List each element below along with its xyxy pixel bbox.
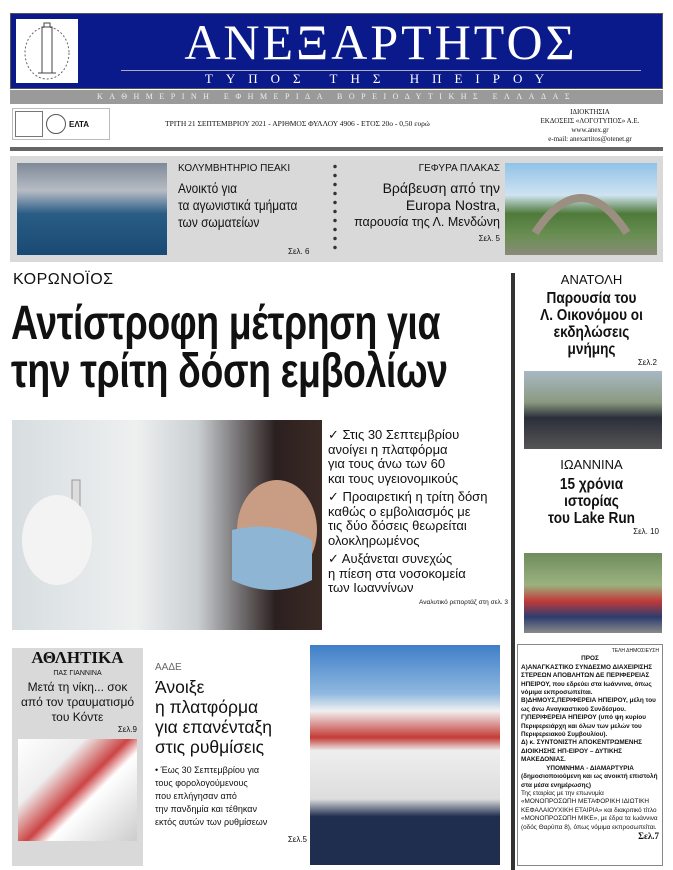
story-title: Μετά τη νίκη... σοκ από τον τραυματισμό του Κόντε bbox=[20, 680, 135, 724]
church-logo bbox=[16, 19, 78, 83]
teaser-pool[interactable] bbox=[178, 163, 338, 256]
owner-label: ΙΔΙΟΚΤΗΣΙΑ bbox=[570, 108, 610, 116]
notice-paragraph: Β)ΔΗΜΟΥΣ,ΠΕΡΙΦΕΡΕΙΑ ΗΠΕΙΡΟΥ, μέλη του ως άνω Αναγκαστικού Συνδέσμου. bbox=[521, 697, 656, 713]
teaser-kicker: ΓΕΦΥΡΑ ΠΛΑΚΑΣ bbox=[418, 163, 500, 174]
right-story-1[interactable] bbox=[518, 272, 665, 368]
story-kicker: ΙΩΑΝΝΙΝΑ bbox=[560, 457, 623, 472]
right-story-2[interactable] bbox=[518, 457, 665, 537]
notice-paragraph: Δ) κ. ΣΥΝΤΟΝΙΣΤΗ ΑΠΟΚΕΝΤΡΩΜΕΝΗΣ ΔΙΟΙΚΗΣΗΣ ΗΠ-ΕΙΡΟΥ – ΔΥΤΙΚΗΣ ΜΑΚΕΔΟΝΙΑΣ. bbox=[521, 739, 643, 764]
newspaper-subtitle: ΤΥΠΟΣ ΤΗΣ ΗΠΕΙΡΟΥ bbox=[204, 71, 558, 86]
divider bbox=[10, 147, 663, 151]
notice-memo: ΥΠΟΜΝΗΜΑ - ΔΙΑΜΑΡΤΥΡΙΑ bbox=[546, 764, 634, 772]
vaccine-photo bbox=[12, 420, 322, 630]
notice-paragraph: Της εταιρίας με την επωνυμία «ΜΟΝΟΠΡΟΣΩΠΗ ΜΕΤΑΦΟΡΙΚΗ ΙΔΙΩΤΙΚΗ ΚΕΦΑΛΑΙΟΥΧΙΚΗ ΕΤΑΙΡΙΑ» και διακριτικό τίτλο «ΜΟΝΟΠΡΟΣΩΠΗ ΜΙΚΕ», με έδρα τα Ιωάννινα (οδός Θαρύπα 8), όπως νόμιμα εκπροσωπείται. bbox=[521, 789, 658, 831]
lead-bullets bbox=[328, 428, 508, 606]
dotted-divider bbox=[333, 162, 337, 254]
story-title: 15 χρόνια ιστορίας του Lake Run bbox=[548, 476, 635, 527]
notice-paragraph: (δημοσιοποιούμενη και ως ανοικτή επιστολή στα μέσα ενημέρωσης) bbox=[521, 773, 658, 789]
story-body: • Έως 30 Σεπτεμβρίου για τους φορολογούμενους που επλήγησαν από την πανδημία και τέθηκαν εκτός αυτών των ρυθμίσεων bbox=[155, 765, 268, 827]
story-kicker: ΑΑΔΕ bbox=[155, 662, 182, 673]
sports-box[interactable] bbox=[12, 648, 143, 866]
pool-photo bbox=[17, 163, 167, 255]
page-ref: Σελ.2 bbox=[637, 358, 657, 367]
bullet-3: ✓ Αυξάνεται συνεχώς η πίεση στα νοσοκομεία των Ιωαννίνων bbox=[328, 551, 466, 595]
notice-label: ΤΕΛΗ ΔΗΜΟΣΙΕΥΣΗ bbox=[611, 648, 659, 654]
story-title: Άνοιξε η πλατφόρμα για επανένταξη στις ρυθμίσεις bbox=[155, 677, 273, 757]
column-divider bbox=[511, 273, 515, 870]
teaser-title: Ανοικτό για τα αγωνιστικά τμήματα των σωματείων bbox=[178, 180, 298, 230]
bridge-photo bbox=[505, 163, 657, 255]
teaser-kicker: ΚΟΛΥΜΒΗΤΗΡΙΟ ΠΕΑΚΙ bbox=[178, 163, 291, 174]
page-ref: Σελ.7 bbox=[638, 830, 659, 841]
tagline: ΚΑΘΗΜΕΡΙΝΗ ΕΦΗΜΕΡΙΔΑ ΒΟΡΕΙΟΔΥΤΙΚΗΣ ΕΛΛΑΔΑΣ bbox=[10, 90, 663, 104]
teaser-bridge[interactable] bbox=[350, 163, 500, 244]
page-ref: Σελ. 5 bbox=[478, 234, 500, 243]
story-title: Παρουσία του Λ. Οικονόμου οι εκδηλώσεις μνήμης bbox=[540, 290, 643, 358]
page-ref: Σελ.5 bbox=[287, 835, 307, 844]
story-kicker: ΑΝΑΤΟΛΗ bbox=[560, 272, 623, 287]
legal-notice bbox=[517, 644, 663, 866]
seal-icon bbox=[46, 114, 66, 134]
page-ref: Σελ.9 bbox=[117, 725, 137, 734]
email-link[interactable]: e-mail: anexartitos@otenet.gr bbox=[548, 135, 632, 143]
lead-headline[interactable]: Αντίστροφη μέτρηση για την τρίτη δόση εμβολίων bbox=[11, 297, 448, 398]
teaser-title: Βράβευση από την Europa Nostra, παρουσία της Λ. Μενδώνη bbox=[354, 180, 500, 229]
page-ref: Σελ. 6 bbox=[288, 247, 310, 256]
newspaper-title: ΑΝΕΞΑΡΤΗΤΟΣ bbox=[184, 14, 578, 70]
bullet-2: ✓ Προαιρετική η τρίτη δόση καθώς ο εμβολιασμός με τις δύο δόσεις θεωρείται ολοκληρωμένος bbox=[328, 489, 488, 548]
building-photo bbox=[310, 645, 500, 865]
notice-paragraph: Α)ΑΝΑΓΚΑΣΤΙΚΟ ΣΥΝΔΕΣΜΟ ΔΙΑΧΕΙΡΙΣΗΣ ΣΤΕΡΕΩΝ ΑΠΟΒΛΗΤΩΝ ΔΕ ΠΕΡΙΦΕΡΕΙΑΣ ΗΠΕΙΡΟΥ, που εδρεύει στα Ιωάννινα, όπως νόμιμα εκπροσωπείται. bbox=[521, 663, 653, 697]
race-photo bbox=[524, 553, 662, 633]
postage-box bbox=[15, 111, 43, 137]
page-ref: Σελ. 10 bbox=[633, 527, 659, 536]
postage-stamps bbox=[12, 108, 110, 140]
teaser-box bbox=[10, 156, 663, 262]
page-ref[interactable]: Αναλυτικό ρεπορτάζ στη σελ. 3 bbox=[419, 598, 508, 606]
aade-story[interactable] bbox=[155, 662, 307, 845]
section-title: ΑΘΛΗΤΙΚΑ bbox=[31, 648, 124, 667]
notice-paragraph: Γ)ΠΕΡΙΦΕΡΕΙΑ ΗΠΕΙΡΟΥ (υπό ψη κυρίου Περιφερειάρχη και όλων των μελών του Περιφερειακού Συμβουλίου). bbox=[521, 714, 646, 739]
story-kicker: ΠΑΣ ΓΙΑΝΝΙΝΑ bbox=[53, 670, 102, 677]
owner-name: ΕΚΔΟΣΕΙΣ «ΛΟΓΟΤΥΠΟΣ» Α.Ε. bbox=[540, 117, 640, 125]
website-link[interactable]: www.anex.gr bbox=[571, 126, 609, 134]
issue-date: ΤΡΙΤΗ 21 ΣΕΠΤΕΜΒΡΙΟΥ 2021 - ΑΡΙΘΜΟΣ ΦΥΛΛΟΥ 4906 - ΕΤΟΣ 20ο - 0,50 ευρώ bbox=[165, 119, 430, 128]
masthead bbox=[10, 13, 663, 89]
memorial-photo bbox=[524, 371, 662, 449]
ownership bbox=[520, 108, 660, 144]
elta-logo: ΕΛΤΑ bbox=[69, 119, 90, 129]
football-photo bbox=[18, 739, 137, 841]
notice-to: ΠΡΟΣ bbox=[581, 655, 599, 663]
lead-category: ΚΟΡΩΝΟΪΟΣ bbox=[13, 271, 114, 288]
bullet-1: ✓ Στις 30 Σεπτεμβρίου ανοίγει η πλατφόρμα για τους άνω των 60 και τους υγειονομικούς bbox=[328, 427, 460, 486]
